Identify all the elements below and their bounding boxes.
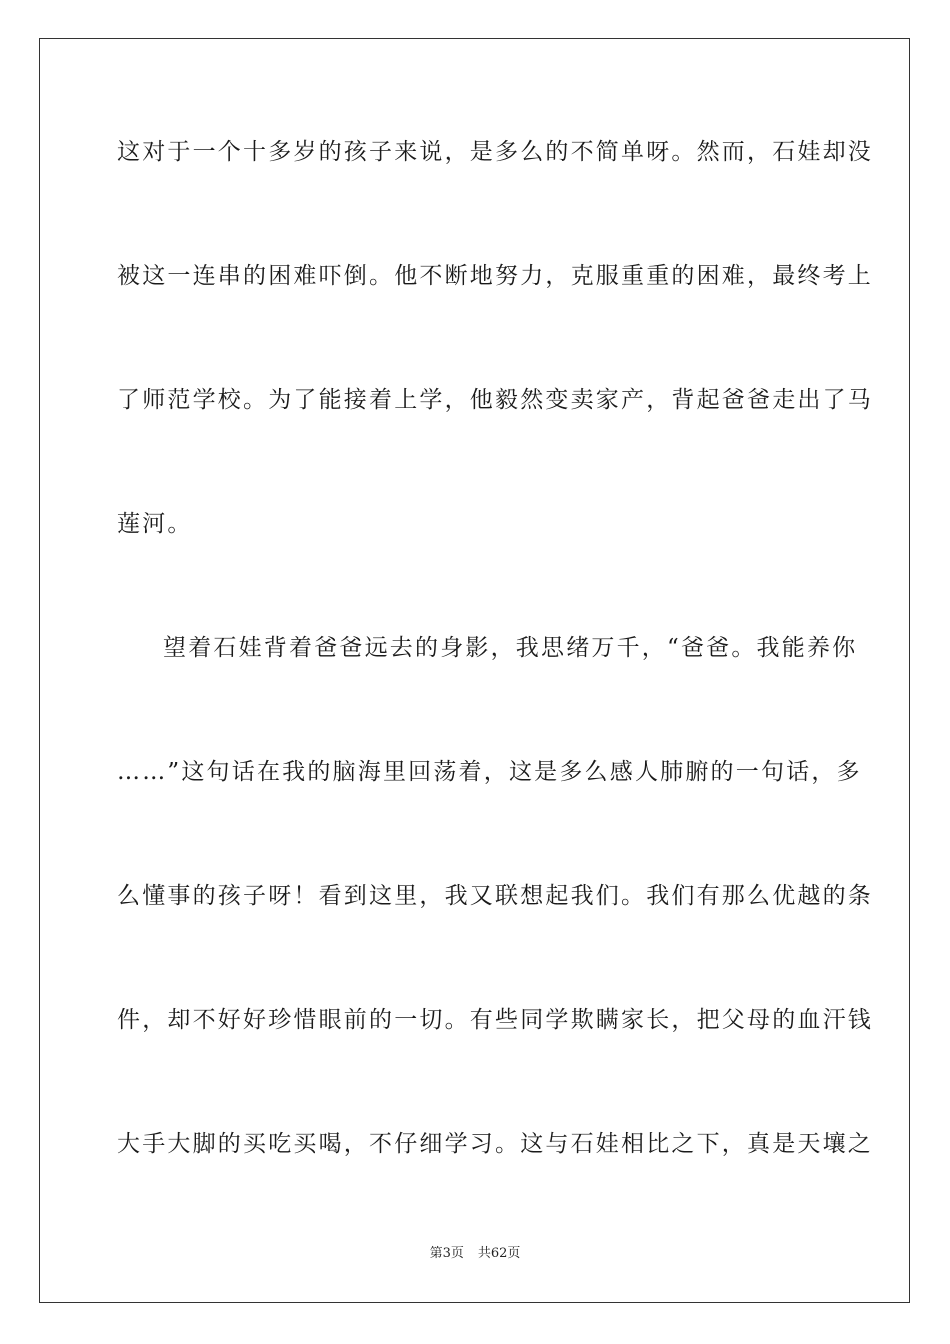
- paragraph-line-indented: 望着石娃背着爸爸远去的身影，我思绪万千，“爸爸。我能养你: [163, 635, 858, 661]
- paragraph-line: 么懂事的孩子呀！看到这里，我又联想起我们。我们有那么优越的条: [117, 883, 873, 909]
- paragraph-line: 件，却不好好珍惜眼前的一切。有些同学欺瞒家长，把父母的血汗钱: [117, 1007, 873, 1033]
- paragraph-line: ……”这句话在我的脑海里回荡着，这是多么感人肺腑的一句话，多: [117, 759, 862, 785]
- page-border: [39, 38, 910, 1303]
- paragraph-line: 被这一连串的困难吓倒。他不断地努力，克服重重的困难，最终考上: [117, 263, 873, 289]
- paragraph-line: 了师范学校。为了能接着上学，他毅然变卖家产，背起爸爸走出了马: [117, 387, 873, 413]
- paragraph-line: 大手大脚的买吃买喝，不仔细学习。这与石娃相比之下，真是天壤之: [117, 1131, 873, 1157]
- paragraph-line: 莲河。: [117, 511, 193, 537]
- page-number: 第3页: [429, 1246, 464, 1261]
- page-footer: [0, 1245, 950, 1263]
- paragraph-line: 这对于一个十多岁的孩子来说，是多么的不简单呀。然而，石娃却没: [117, 139, 873, 165]
- total-pages: 共62页: [477, 1246, 521, 1261]
